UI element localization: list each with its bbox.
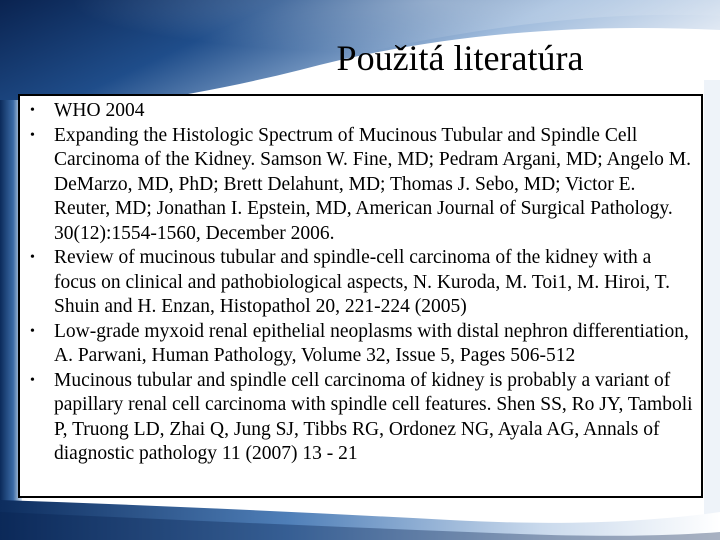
bullet-icon: • (30, 323, 35, 339)
reference-list (30, 99, 695, 467)
bullet-icon: • (30, 250, 35, 265)
bullet-icon: • (30, 127, 35, 143)
reference-text: Low-grade myxoid renal epithelial neoplasms with distal nephron differentiation, A. Parwani, Human Pathology, Volume 32, Issue 5, Pages 506-512 (54, 320, 689, 366)
reference-text: Expanding the Histologic Spectrum of Mucinous Tubular and Spindle Cell Carcinoma of the Kidney. Samson W. Fine, MD; Pedram Argani, MD; Angelo M. DeMarzo, MD, PhD; Brett Delahunt, MD; Thomas J. Sebo, MD; Victor E. Reuter, MD; Jonathan I. Epstein, MD, American Journal of Surgical Pathology. 30(12):1554-1560, December 2006. (54, 124, 691, 244)
list-item (30, 99, 695, 124)
list-item (30, 320, 695, 369)
slide-title: Použitá literatúra (336, 38, 584, 78)
bullet-icon: • (30, 103, 35, 118)
references-box (18, 94, 703, 498)
reference-text: Mucinous tubular and spindle cell carcinoma of kidney is probably a variant of papillary renal cell carcinoma with spindle cell features. Shen SS, Ro JY, Tamboli P, Truong LD, Zhai Q, Jung SJ, Tibbs RG, Ordonez NG, Ayala AG, Annals of diagnostic pathology 11 (2007) 13 - 21 (54, 369, 693, 464)
list-item (30, 369, 695, 467)
reference-text: Review of mucinous tubular and spindle-cell carcinoma of the kidney with a focus on clinical and pathobiological aspects, N. Kuroda, M. Toi1, M. Hiroi, T. Shuin and H. Enzan, Histopathol 20, 221-224 (2005) (54, 247, 671, 317)
reference-text: WHO 2004 (54, 100, 145, 121)
bullet-icon: • (30, 372, 35, 388)
list-item (30, 246, 695, 320)
list-item (30, 124, 695, 247)
